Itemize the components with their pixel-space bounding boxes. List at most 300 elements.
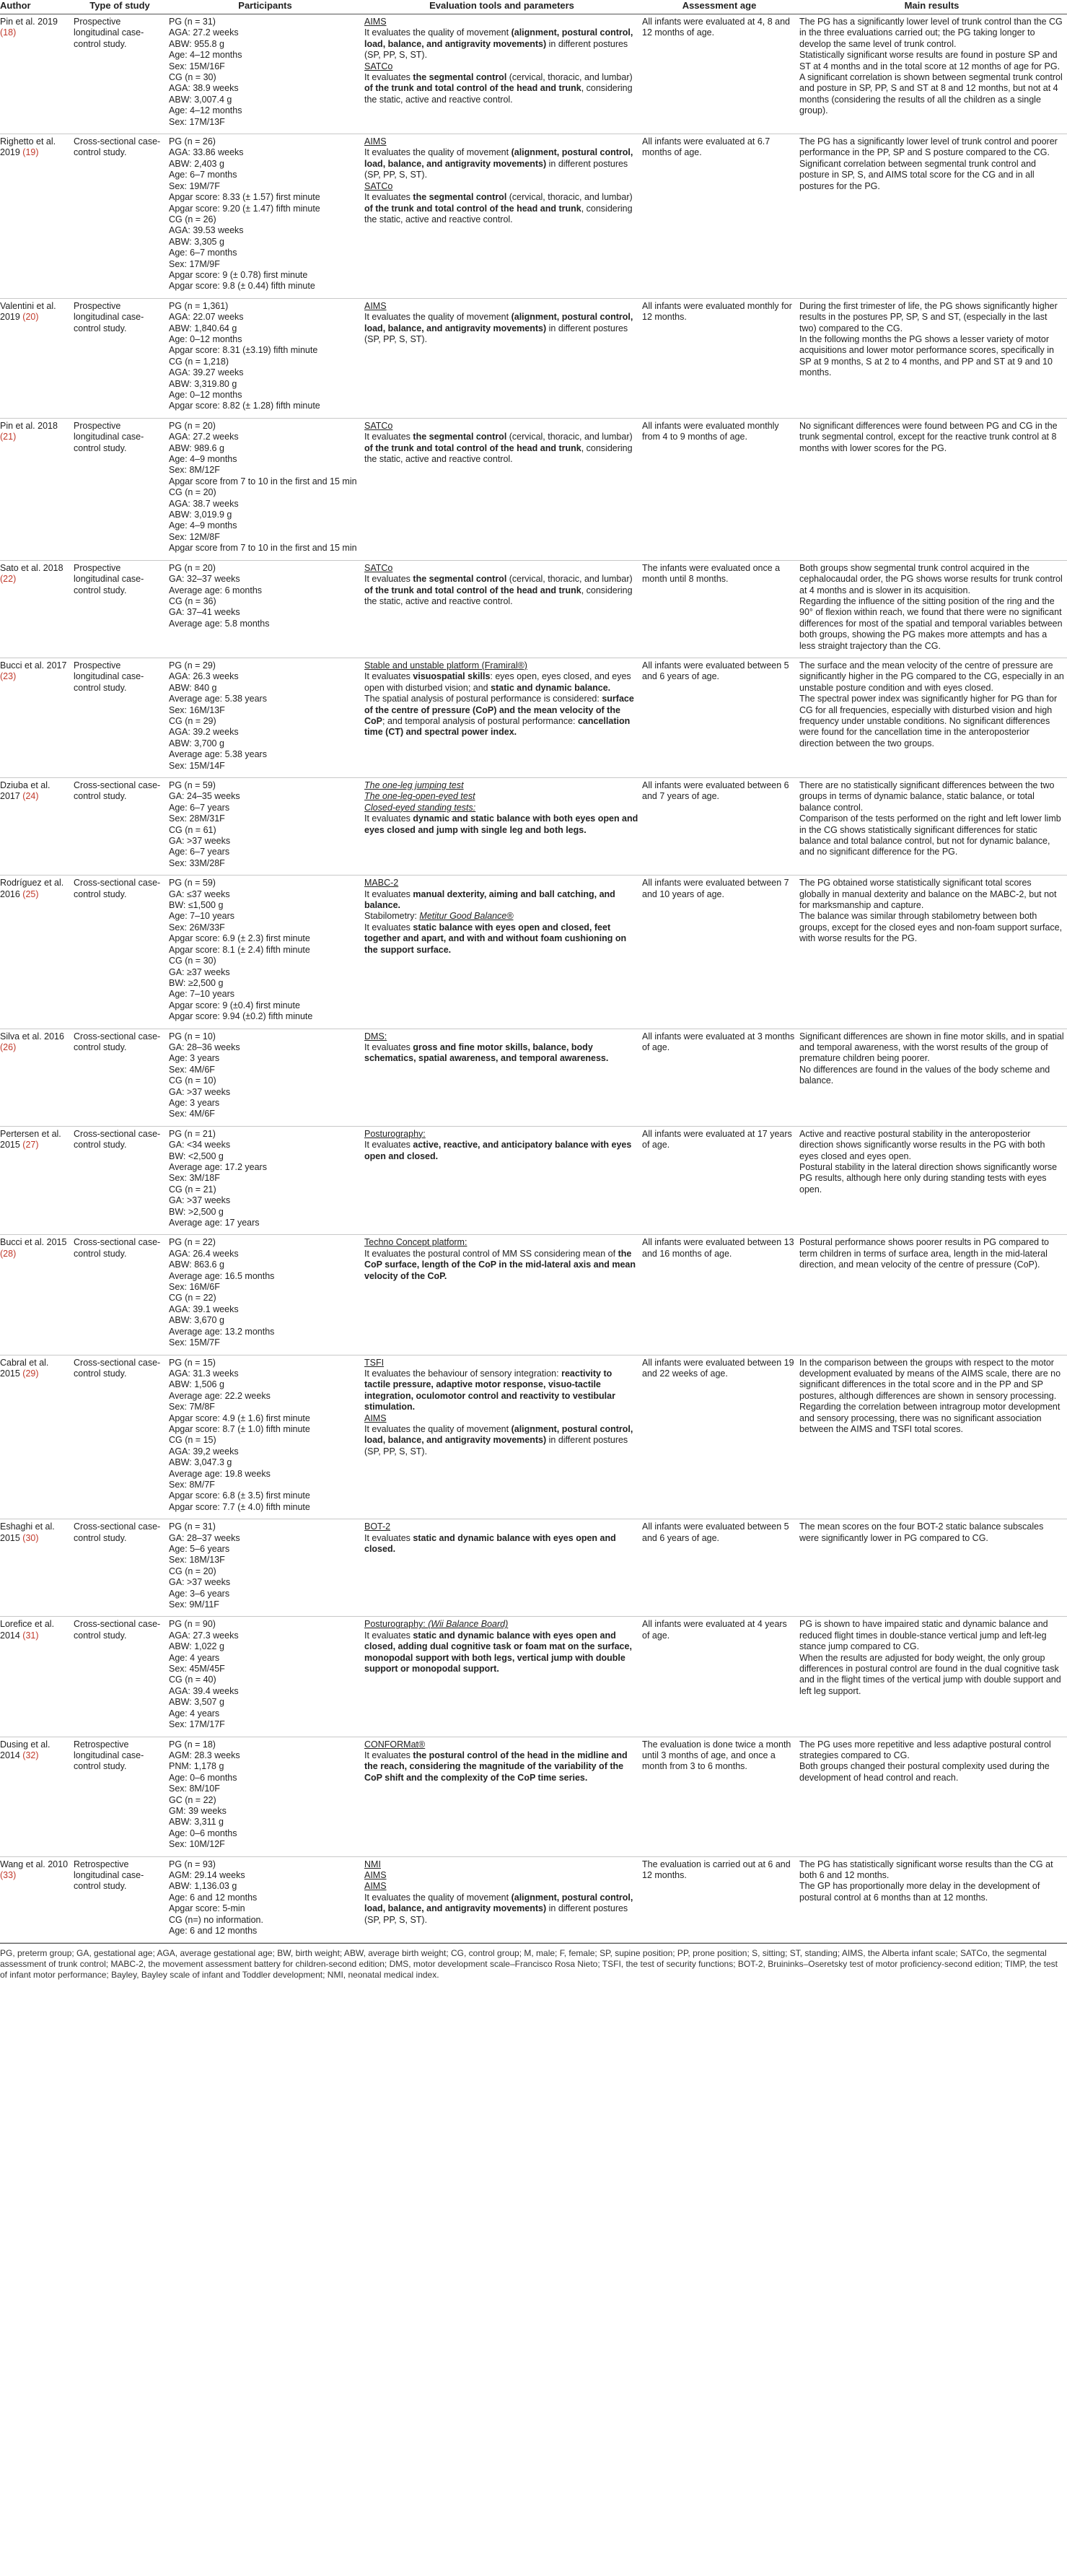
- participant-line: AGA: 39.4 weeks: [169, 1685, 239, 1696]
- description-text: : eyes open, eyes closed, and eyes open with disturbed vision; and: [364, 671, 631, 693]
- author-name: Dusing et al. 2014: [0, 1739, 51, 1760]
- description-text: It evaluates: [364, 1140, 413, 1151]
- cell-main-results: [799, 778, 1067, 876]
- result-paragraph: The PG has a significantly lower level of trunk control than the CG in the three evaluations carried out; the PG taking longer to develop the same level of trunk control.: [799, 17, 1063, 49]
- cell-evaluation: [364, 658, 642, 777]
- participant-line: Age: 4–12 months: [169, 50, 242, 61]
- cell-study-type: Prospective longitudinal case-control study.: [74, 17, 144, 49]
- parameter-text: surface of the centre of pressure (CoP) and the mean velocity of the CoP: [364, 694, 634, 726]
- participant-line: ABW: 955.8 g: [169, 38, 224, 49]
- participant-line: ABW: 3,670 g: [169, 1315, 224, 1326]
- cell-study-type: Cross-sectional case-control study.: [74, 780, 161, 802]
- parameter-text: manual dexterity, aiming and ball catching, and balance.: [364, 888, 615, 911]
- cell-author: [0, 1355, 74, 1519]
- parameter-text: gross and fine motor skills, balance, body schematics, spatial awareness, and temporal awareness.: [364, 1042, 609, 1064]
- result-paragraph: The surface and the mean velocity of the centre of pressure are significantly higher in the PG compared to the CG, especially in an unstable posture condition and with eyes closed.: [799, 660, 1064, 693]
- header-type-of-study: Type of study: [74, 0, 169, 14]
- cell-author: [0, 778, 74, 876]
- description-text: It evaluates: [364, 432, 413, 442]
- participant-line: AGA: 31.3 weeks: [169, 1368, 239, 1379]
- participant-line: PG (n = 10): [169, 1031, 216, 1042]
- result-paragraph: In the comparison between the groups with respect to the motor development evaluated by means of the AIMS scale, there are no significant differences in the total score and in the PP and SP postures, although differences are shown in sensory processing.: [799, 1357, 1061, 1401]
- citation-link[interactable]: (27): [22, 1140, 39, 1151]
- cell-evaluation: [364, 560, 642, 658]
- participant-line: GA: <34 weeks: [169, 1140, 231, 1151]
- participant-line: Sex: 8M/7F: [169, 1479, 215, 1490]
- result-paragraph: The PG uses more repetitive and less adaptive postural control strategies compared to CG.: [799, 1739, 1051, 1760]
- description-text: It evaluates the quality of movement: [364, 312, 511, 323]
- parameter-text: static and dynamic balance with eyes open and closed, adding dual cognitive task or foam mat on the surface, monopodal support with both legs, vertical jump with double support or monopodal support.: [364, 1630, 632, 1675]
- author-name: Righetto et al. 2019: [0, 136, 56, 158]
- participant-line: AGA: 39.27 weeks: [169, 367, 244, 378]
- parameter-text: of the trunk and total control of the head and trunk: [364, 83, 581, 94]
- cell-author: [0, 1029, 74, 1126]
- cell-participants: [169, 1126, 364, 1235]
- cell-participants: [169, 1355, 364, 1519]
- cell-participants: [169, 1856, 364, 1943]
- cell-evaluation: [364, 418, 642, 560]
- result-paragraph: A significant correlation is shown between segmental trunk control and posture in SP, PP, S and ST at 8 and 12 months, but not at 4 months (considering the results of all the children as a single group).: [799, 72, 1063, 116]
- participant-line: CG (n = 36): [169, 595, 216, 606]
- cell-evaluation: [364, 1737, 642, 1856]
- result-paragraph: The spectral power index was significantly higher for PG than for CG for all frequencies, especially with disturbed vision and high frequency under unstable conditions. No significant differences were found for the cancellation time in the anteroposterior direction between the two groups.: [799, 694, 1058, 748]
- parameter-text: the postural control of the head in the midline and the reach, considering the magnitude of the variability of the CoP shift and the complexity of the CoP time series.: [364, 1750, 628, 1783]
- header-main-results: Main results: [799, 0, 1067, 14]
- author-name: Bucci et al. 2015: [0, 1237, 67, 1248]
- participant-line: AGA: 39,2 weeks: [169, 1446, 239, 1457]
- author-name: Cabral et al. 2015: [0, 1357, 49, 1379]
- author-name: Pertersen et al. 2015: [0, 1128, 61, 1151]
- table-row: [0, 1235, 1067, 1355]
- participant-line: PG (n = 22): [169, 1237, 216, 1248]
- cell-assessment-age: All infants were evaluated between 6 and 7 years of age.: [642, 780, 789, 802]
- cell-evaluation: [364, 876, 642, 1029]
- tool-name: Techno Concept platform:: [364, 1237, 467, 1248]
- participant-line: CG (n = 22): [169, 1293, 216, 1304]
- result-paragraph: The GP has proportionally more delay in the development of postural control at 6 months than at 12 months.: [799, 1881, 1040, 1903]
- table-row: [0, 1737, 1067, 1856]
- result-paragraph: The balance was similar through stabilometry between both groups, except for the closed eyes and non-foam support surface, with worse results for the PG.: [799, 911, 1063, 944]
- participant-line: CG (n=) no information.: [169, 1914, 263, 1925]
- participant-line: Average age: 13.2 months: [169, 1326, 275, 1337]
- description-text: It evaluates: [364, 813, 413, 824]
- participant-line: Sex: 8M/12F: [169, 465, 220, 476]
- description-text: in different postures (SP, PP, S, ST).: [364, 158, 628, 180]
- result-paragraph: Active and reactive postural stability in the anteroposterior direction shows significantly worse results in the PG with both eyes closed and eyes open.: [799, 1128, 1045, 1161]
- author-name: Silva et al. 2016: [0, 1031, 64, 1042]
- description-text: It evaluates: [364, 574, 413, 585]
- participant-line: GA: ≥37 weeks: [169, 966, 230, 977]
- cell-study-type: Retrospective longitudinal case-control study.: [74, 1739, 144, 1772]
- participant-line: Sex: 3M/18F: [169, 1173, 220, 1184]
- description-text: , considering the static, active and reactive control.: [364, 203, 633, 224]
- participant-line: ABW: 3,507 g: [169, 1697, 224, 1708]
- participant-line: BW: <2,500 g: [169, 1151, 224, 1161]
- cell-evaluation: [364, 298, 642, 418]
- description-text: It evaluates: [364, 1750, 413, 1760]
- cell-main-results: [799, 1126, 1067, 1235]
- participant-line: Apgar score: 8.82 (± 1.28) fifth minute: [169, 401, 320, 411]
- participant-line: Average age: 17.2 years: [169, 1162, 267, 1172]
- cell-assessment-age: All infants were evaluated between 19 and 22 weeks of age.: [642, 1357, 794, 1379]
- cell-study-type: Prospective longitudinal case-control study.: [74, 300, 144, 333]
- participant-line: AGA: 38.7 weeks: [169, 498, 239, 509]
- participant-line: Apgar score: 8.33 (± 1.57) first minute: [169, 192, 320, 203]
- participant-line: Apgar score: 6.8 (± 3.5) first minute: [169, 1490, 310, 1501]
- participant-line: PNM: 1,178 g: [169, 1761, 224, 1772]
- participant-line: Sex: 16M/6F: [169, 1282, 220, 1293]
- participant-line: Sex: 15M/7F: [169, 1337, 220, 1348]
- author-name: Eshaghi et al. 2015: [0, 1521, 55, 1543]
- cell-evaluation: [364, 14, 642, 134]
- citation-link[interactable]: (23): [0, 671, 17, 682]
- participant-line: Sex: 28M/31F: [169, 813, 225, 824]
- description-text: It evaluates the behaviour of sensory integration:: [364, 1368, 562, 1379]
- description-text: , considering the static, active and reactive control.: [364, 585, 633, 606]
- participant-line: Age: 3 years: [169, 1097, 220, 1108]
- citation-link[interactable]: (32): [22, 1750, 39, 1760]
- participant-line: Apgar score from 7 to 10 in the first and 15 min: [169, 543, 357, 554]
- citation-link[interactable]: (33): [0, 1869, 17, 1880]
- participant-line: Average age: 5.38 years: [169, 749, 267, 760]
- cell-participants: [169, 876, 364, 1029]
- cell-main-results: [799, 1355, 1067, 1519]
- participant-line: AGA: 27.3 weeks: [169, 1630, 239, 1641]
- tool-name: MABC-2: [364, 878, 399, 888]
- result-paragraph: During the first trimester of life, the PG shows significantly higher results in the postures PP, SP, S and ST, (especially in the last two) compared to the CG.: [799, 300, 1058, 333]
- tool-name: NMI: [364, 1859, 381, 1869]
- cell-assessment-age: All infants were evaluated monthly for 12 months.: [642, 300, 792, 323]
- participant-line: GA: >37 weeks: [169, 1086, 231, 1097]
- cell-evaluation: [364, 778, 642, 876]
- table-row: [0, 1856, 1067, 1943]
- parameter-text: reactivity to tactile pressure, adaptive motor response, visuo-tactile integration, oculomotor control and reactivity to vestibular stimulation.: [364, 1368, 615, 1413]
- tool-name: CONFORMat®: [364, 1739, 426, 1750]
- cell-author: [0, 1617, 74, 1737]
- result-paragraph: Regarding the influence of the sitting position of the ring and the 90° of flexion within reach, we found that there were no significant differences for most of the spatial and temporal variables between both groups, showing the PG makes more attempts and has a less straight trajectory than the CG.: [799, 595, 1063, 651]
- parameter-text: (alignment, postural control, load, balance, and antigravity movements): [364, 147, 633, 169]
- header-assessment-age: Assessment age: [642, 0, 799, 14]
- participant-line: GA: >37 weeks: [169, 1195, 231, 1206]
- citation-link[interactable]: (19): [22, 147, 39, 158]
- table-row: [0, 14, 1067, 134]
- cell-participants: [169, 1519, 364, 1617]
- participant-line: Age: 6–7 months: [169, 248, 237, 258]
- participant-line: ABW: 3,305 g: [169, 236, 224, 247]
- header-evaluation-tools: Evaluation tools and parameters: [364, 0, 642, 14]
- result-paragraph: Regarding the correlation between intragroup motor development and sensory processing, there was no significant association between the AIMS and TSFI total scores.: [799, 1402, 1061, 1434]
- tool-name: AIMS: [364, 17, 387, 27]
- citation-link[interactable]: (24): [22, 791, 39, 802]
- cell-main-results: [799, 1235, 1067, 1355]
- participant-line: PG (n = 93): [169, 1859, 216, 1869]
- participant-line: CG (n = 30): [169, 72, 216, 83]
- tool-name: AIMS: [364, 1869, 387, 1880]
- citation-link[interactable]: (22): [0, 574, 17, 585]
- participant-line: GA: 28–37 weeks: [169, 1532, 240, 1543]
- table-footnote: PG, preterm group; GA, gestational age; AGA, average gestational age; BW, birth weight; ABW, average birth weight; CG, control group; M, male; F, female; SP, supine position; PP, prone position; S, sitting; ST, standing; AIMS, the Alberta infant scale; SATCo, the segmental assessment of trunk control; MABC-2, the movement assessment battery for children-second edition; DMS, motor development scale–Francisco Rosa Nieto; TSFI, the test of security functions; BOT-2, Bruininks–Oseretsky test of motor proficiency-second edition; TIMP, the test of infant motor performance; Bayley, Bayley scale of infant and Toddler development; NMI, neonatal medical index.: [0, 1943, 1067, 1981]
- parameter-text: (alignment, postural control, load, balance, and antigravity movements): [364, 1423, 633, 1446]
- tool-name: AIMS: [364, 1881, 387, 1892]
- participant-line: GA: >37 weeks: [169, 836, 231, 847]
- participant-line: Sex: 26M/33F: [169, 922, 225, 933]
- tool-name: Posturography:: [364, 1619, 429, 1630]
- cell-evaluation: [364, 134, 642, 299]
- cell-evaluation: [364, 1029, 642, 1126]
- cell-author: [0, 14, 74, 134]
- parameter-text: cancellation time (CT) and spectral power index.: [364, 715, 631, 738]
- cell-assessment-age: All infants were evaluated at 4, 8 and 12 months of age.: [642, 17, 790, 38]
- participant-line: Age: 6 and 12 months: [169, 1892, 258, 1903]
- citation-link[interactable]: (25): [22, 888, 39, 899]
- participant-line: PG (n = 20): [169, 562, 216, 573]
- participant-line: GA: 37–41 weeks: [169, 607, 240, 618]
- description-text: It evaluates the quality of movement: [364, 1423, 511, 1434]
- result-paragraph: PG is shown to have impaired static and dynamic balance and reduced flight times in double-stance vertical jump and left-leg stance jump compared to CG.: [799, 1619, 1048, 1652]
- author-name: Lorefice et al. 2014: [0, 1619, 55, 1641]
- table-row: [0, 1126, 1067, 1235]
- table-body: [0, 14, 1067, 1943]
- participant-line: ABW: 1,840.64 g: [169, 323, 237, 333]
- parameter-text: of the trunk and total control of the head and trunk: [364, 442, 581, 453]
- cell-study-type: Cross-sectional case-control study.: [74, 1237, 161, 1259]
- description-text: It evaluates the quality of movement: [364, 147, 511, 158]
- participant-line: PG (n = 29): [169, 660, 216, 671]
- citation-link[interactable]: (18): [0, 27, 17, 38]
- cell-study-type: Cross-sectional case-control study.: [74, 1521, 161, 1543]
- author-name: Valentini et al. 2019: [0, 300, 56, 323]
- participant-line: AGA: 39.2 weeks: [169, 727, 239, 738]
- participant-line: ABW: 1,022 g: [169, 1641, 224, 1652]
- cell-assessment-age: All infants were evaluated between 5 and 6 years of age.: [642, 1521, 789, 1543]
- participant-line: Apgar score: 5-min: [169, 1903, 245, 1914]
- cell-assessment-age: All infants were evaluated between 5 and 6 years of age.: [642, 660, 789, 682]
- participant-line: PG (n = 26): [169, 136, 216, 147]
- cell-assessment-age: The evaluation is done twice a month until 3 months of age, and once a month from 3 to 6 months.: [642, 1739, 791, 1772]
- participant-line: GA: 32–37 weeks: [169, 574, 240, 585]
- citation-link[interactable]: (31): [22, 1630, 39, 1641]
- description-text: It evaluates the quality of movement: [364, 1892, 511, 1903]
- participant-line: CG (n = 26): [169, 214, 216, 224]
- tool-name: AIMS: [364, 136, 387, 147]
- cell-author: [0, 1856, 74, 1943]
- cell-study-type: Cross-sectional case-control study.: [74, 1619, 161, 1641]
- participant-line: GA: 28–36 weeks: [169, 1042, 240, 1052]
- cell-assessment-age: All infants were evaluated monthly from 4 to 9 months of age.: [642, 420, 779, 442]
- participant-line: PG (n = 20): [169, 420, 216, 431]
- table-row: [0, 1617, 1067, 1737]
- description-text: It evaluates: [364, 888, 413, 899]
- tool-name: Stable and unstable platform (Framiral®): [364, 660, 527, 671]
- author-name: Wang et al. 2010: [0, 1859, 69, 1869]
- participant-line: Age: 0–6 months: [169, 1772, 237, 1783]
- description-text: (cervical, thoracic, and lumbar): [506, 192, 633, 203]
- participant-line: GM: 39 weeks: [169, 1805, 227, 1816]
- participant-line: Age: 6 and 12 months: [169, 1926, 258, 1936]
- description-text: in different postures (SP, PP, S, ST).: [364, 1435, 628, 1457]
- result-paragraph: Both groups show segmental trunk control acquired in the cephalocaudal order, the PG shows worse results for trunk control at 4 months and is slower in its acquisition.: [799, 562, 1063, 595]
- result-paragraph: Significant correlation between segmental trunk control and posture in SP, S, and AIMS total score for the CG and in all postures for the PG.: [799, 158, 1036, 191]
- result-paragraph: Both groups changed their postural complexity used during the development of head control and reach.: [799, 1761, 1050, 1783]
- cell-evaluation: [364, 1617, 642, 1737]
- description-text: (cervical, thoracic, and lumbar): [506, 72, 633, 83]
- participant-line: BW: >2,500 g: [169, 1206, 224, 1217]
- cell-participants: [169, 1737, 364, 1856]
- parameter-text: the segmental control: [413, 574, 507, 585]
- table-row: [0, 134, 1067, 299]
- cell-study-type: Retrospective longitudinal case-control study.: [74, 1859, 144, 1892]
- header-author: Author: [0, 0, 74, 14]
- result-paragraph: Postural stability in the lateral direction shows significantly worse PG results, although here only during standing tests with eyes open.: [799, 1162, 1058, 1195]
- cell-participants: [169, 134, 364, 299]
- parameter-text: the CoP surface, length of the CoP in the mid-lateral axis and mean velocity of the CoP.: [364, 1248, 636, 1281]
- participant-line: ABW: 840 g: [169, 682, 217, 693]
- cell-participants: [169, 560, 364, 658]
- cell-author: [0, 658, 74, 777]
- participant-line: Average age: 5.38 years: [169, 694, 267, 704]
- parameter-text: static and dynamic balance.: [491, 682, 611, 693]
- participant-line: Apgar score: 9.94 (±0.2) fifth minute: [169, 1011, 313, 1022]
- participant-line: Age: 0–12 months: [169, 390, 242, 400]
- result-paragraph: No differences are found in the values of the body scheme and balance.: [799, 1064, 1050, 1086]
- participant-line: ABW: 2,403 g: [169, 158, 224, 169]
- participant-line: PG (n = 31): [169, 17, 216, 27]
- participant-line: Sex: 12M/8F: [169, 531, 220, 542]
- cell-study-type: Prospective longitudinal case-control study.: [74, 420, 144, 453]
- parameter-text: (alignment, postural control, load, balance, and antigravity movements): [364, 27, 633, 49]
- participant-line: Age: 0–6 months: [169, 1828, 237, 1838]
- description-text: It evaluates: [364, 72, 413, 83]
- tool-name: DMS:: [364, 1031, 387, 1042]
- cell-main-results: [799, 298, 1067, 418]
- tool-name: Posturography:: [364, 1128, 426, 1139]
- cell-evaluation: [364, 1519, 642, 1617]
- participant-line: Age: 6–7 years: [169, 847, 230, 857]
- participant-line: CG (n = 20): [169, 487, 216, 498]
- parameter-text: static balance with eyes open and closed, feet together and apart, and with and without foam cushioning on the support surface.: [364, 922, 627, 955]
- tool-name: TSFI: [364, 1357, 385, 1368]
- table-row: [0, 1519, 1067, 1617]
- cell-study-type: Prospective longitudinal case-control study.: [74, 562, 144, 595]
- participant-line: ABW: 3,007.4 g: [169, 94, 232, 105]
- participant-line: Age: 6–7 years: [169, 802, 230, 813]
- participant-line: GC (n = 22): [169, 1794, 216, 1805]
- participant-line: PG (n = 1,361): [169, 300, 229, 311]
- participant-line: Age: 7–10 years: [169, 911, 235, 922]
- participant-line: Sex: 16M/13F: [169, 704, 225, 715]
- participant-line: Apgar score: 7.7 (± 4.0) fifth minute: [169, 1501, 310, 1512]
- participant-line: CG (n = 21): [169, 1184, 216, 1195]
- participant-line: ABW: 1,506 g: [169, 1379, 224, 1390]
- description-text: in different postures (SP, PP, S, ST).: [364, 1903, 628, 1925]
- participant-line: AGA: 38.9 weeks: [169, 83, 239, 94]
- participant-line: Sex: 9M/11F: [169, 1599, 219, 1610]
- cell-main-results: [799, 1856, 1067, 1943]
- tool-name: SATCo: [364, 420, 393, 431]
- participant-line: GA: >37 weeks: [169, 1577, 231, 1588]
- cell-main-results: [799, 560, 1067, 658]
- tool-name: SATCo: [364, 61, 393, 71]
- participant-line: Age: 4–9 months: [169, 520, 237, 531]
- participant-line: Age: 3 years: [169, 1053, 220, 1064]
- cell-assessment-age: All infants were evaluated at 3 months of age.: [642, 1031, 795, 1052]
- citation-link[interactable]: (28): [0, 1248, 17, 1259]
- citation-link[interactable]: (20): [22, 312, 39, 323]
- result-paragraph: Statistically significant worse results are found in posture SP and ST at 4 months and in the total score at 12 months of age for PG.: [799, 50, 1061, 71]
- participant-line: Apgar score: 8.7 (± 1.0) fifth minute: [169, 1423, 310, 1434]
- cell-main-results: [799, 134, 1067, 299]
- result-paragraph: When the results are adjusted for body weight, the only group differences in postural control are found in the dual cognitive task and in the flight times of the vertical jump with double support and left leg support.: [799, 1652, 1061, 1696]
- tool-name: AIMS: [364, 300, 387, 311]
- participant-line: Apgar score: 8.31 (±3.19) fifth minute: [169, 345, 318, 356]
- cell-main-results: [799, 1029, 1067, 1126]
- tool-name: The one-leg-open-eyed test: [364, 791, 475, 802]
- participant-line: AGA: 26.3 weeks: [169, 671, 239, 682]
- participant-line: Age: 6–7 months: [169, 170, 237, 180]
- tool-name: Closed-eyed standing tests:: [364, 802, 476, 813]
- table-row: [0, 778, 1067, 876]
- participant-line: Apgar score: 9.8 (± 0.44) fifth minute: [169, 281, 315, 292]
- cell-study-type: Cross-sectional case-control study.: [74, 1031, 161, 1052]
- cell-participants: [169, 658, 364, 777]
- participant-line: Apgar score: 6.9 (± 2.3) first minute: [169, 933, 310, 944]
- participant-line: ABW: 3,319.80 g: [169, 378, 237, 389]
- participant-line: Age: 3–6 years: [169, 1588, 230, 1599]
- author-name: Sato et al. 2018: [0, 562, 63, 573]
- citation-link[interactable]: (26): [0, 1042, 17, 1052]
- cell-participants: [169, 778, 364, 876]
- result-paragraph: No significant differences were found between PG and CG in the trunk segmental control, except for the reactive trunk control at 8 months with lower scores for the PG.: [799, 420, 1058, 453]
- description-text: in different postures (SP, PP, S, ST).: [364, 323, 628, 344]
- participant-line: Average age: 17 years: [169, 1218, 260, 1228]
- cell-main-results: [799, 876, 1067, 1029]
- table-header: [0, 0, 1067, 14]
- participant-line: AGA: 27.2 weeks: [169, 432, 239, 442]
- participant-line: Sex: 7M/8F: [169, 1402, 215, 1413]
- participant-line: CG (n = 40): [169, 1675, 216, 1685]
- participant-line: CG (n = 30): [169, 956, 216, 966]
- parameter-text: of the trunk and total control of the head and trunk: [364, 203, 581, 214]
- cell-assessment-age: All infants were evaluated at 4 years of age.: [642, 1619, 787, 1641]
- citation-link[interactable]: (21): [0, 432, 17, 442]
- parameter-text: the segmental control: [413, 192, 507, 203]
- participant-line: Apgar score: 8.1 (± 2.4) fifth minute: [169, 944, 310, 955]
- cell-author: [0, 876, 74, 1029]
- cell-participants: [169, 1617, 364, 1737]
- participant-line: Apgar score: 9 (± 0.78) first minute: [169, 269, 308, 280]
- participant-line: ABW: 3,019.9 g: [169, 510, 232, 520]
- tool-name: SATCo: [364, 562, 393, 573]
- parameter-text: (alignment, postural control, load, balance, and antigravity movements): [364, 312, 633, 333]
- tool-name: SATCo: [364, 180, 393, 191]
- cell-main-results: [799, 1737, 1067, 1856]
- citation-link[interactable]: (30): [22, 1532, 39, 1543]
- author-name: Rodríguez et al. 2016: [0, 878, 64, 899]
- cell-author: [0, 134, 74, 299]
- description-text: in different postures (SP, PP, S, ST).: [364, 38, 628, 61]
- participant-line: Sex: 15M/14F: [169, 760, 225, 771]
- description-text: It evaluates: [364, 1630, 413, 1641]
- result-paragraph: The PG has a significantly lower level of trunk control and poorer performance in the PP, SP and S posture compared to the CG.: [799, 136, 1058, 158]
- participant-line: CG (n = 61): [169, 824, 216, 835]
- participant-line: CG (n = 15): [169, 1435, 216, 1446]
- table-row: [0, 876, 1067, 1029]
- cell-author: [0, 1737, 74, 1856]
- participant-line: CG (n = 20): [169, 1566, 216, 1576]
- participant-line: Apgar score from 7 to 10 in the first and 15 min: [169, 476, 357, 486]
- cell-main-results: [799, 1617, 1067, 1737]
- citation-link[interactable]: (29): [22, 1368, 39, 1379]
